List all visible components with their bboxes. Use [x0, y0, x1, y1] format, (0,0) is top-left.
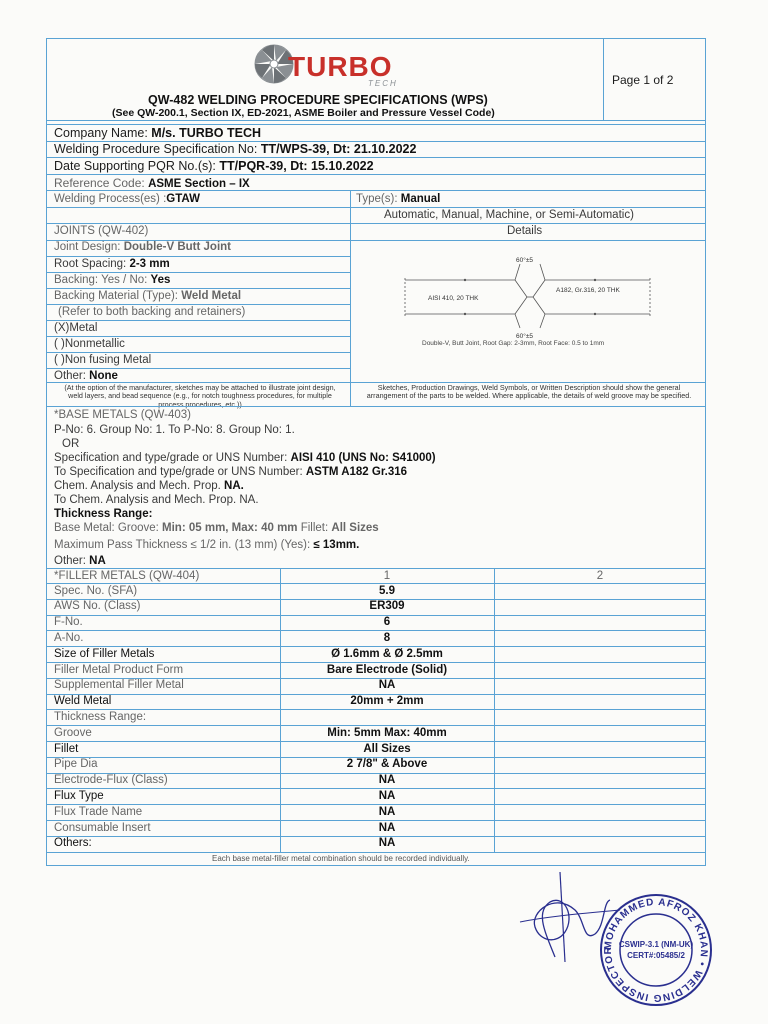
filler-row-value-1: 20mm + 2mm	[350, 695, 424, 708]
filler-row-value-1: NA	[378, 805, 396, 818]
joints-other-label: Other:	[54, 370, 86, 382]
stamp-line1: CSWIP-3.1 (NM-UK)	[618, 940, 694, 949]
pqr-value: TT/PQR-39, Dt: 15.10.2022	[219, 159, 374, 173]
filler-row-label: Groove	[54, 726, 92, 739]
page-number: Page 1 of 2	[612, 73, 674, 87]
root-spacing-label: Root Spacing:	[54, 258, 127, 270]
base-other-label: Other:	[54, 555, 86, 567]
backing-value: Yes	[150, 274, 171, 286]
document-subtitle: (See QW-200.1, Section IX, ED-2021, ASME Boiler and Pressure Vessel Code)	[112, 107, 495, 119]
filler-row-label: Weld Metal	[54, 695, 112, 708]
company-label: Company Name:	[54, 126, 148, 140]
joints-other-row	[54, 371, 118, 383]
type-value: Manual	[400, 193, 441, 205]
sketch-caption: Double-V, Butt Joint, Root Gap: 2-3mm, Root Face: 0.5 to 1mm	[422, 340, 605, 347]
logo-sub-text: TECH	[368, 79, 398, 88]
filler-row-divider	[46, 820, 706, 821]
filler-row-label: Fillet	[54, 742, 79, 755]
right-part-label: A182, Gr.316, 20 THK	[556, 287, 620, 294]
backing-material-row	[54, 291, 241, 303]
reference-label: Reference Code:	[54, 176, 145, 190]
joint-design-label: Joint Design:	[54, 241, 121, 253]
filler-row-value-1: NA	[378, 774, 396, 787]
filler-row-divider	[46, 741, 706, 742]
pno-line: P-No: 6. Group No: 1. To P-No: 8. Group No: 1.	[54, 424, 295, 436]
filler-metals-heading: *FILLER METALS (QW-404)	[54, 570, 200, 582]
pqr-number-row	[54, 160, 374, 173]
refer-note: (Refer to both backing and retainers)	[58, 306, 246, 318]
filler-row-label: Electrode-Flux (Class)	[54, 774, 168, 787]
process-label: Welding Process(es) :	[54, 193, 167, 205]
max-pass-value: ≤ 13mm.	[313, 539, 360, 551]
reference-value: ASME Section – IX	[148, 178, 250, 190]
base-other-value: NA	[89, 555, 106, 567]
nonmetallic-option: ( )Nonmetallic	[54, 338, 125, 350]
base-other-row	[54, 556, 106, 568]
filler-row-label: Spec. No. (SFA)	[54, 584, 138, 597]
chem2-row: To Chem. Analysis and Mech. Prop. NA.	[54, 494, 259, 506]
filler-col2-header: 2	[596, 570, 604, 582]
joints-note-left: (At the option of the manufacturer, sketches may be attached to illustrate joint design, weld layers, and bead sequence (e.g., for notch toughness procedures, for multiple process procedures, etc.))	[64, 383, 336, 409]
filler-col1-header: 1	[383, 570, 391, 582]
filler-row-label: Others:	[54, 837, 92, 850]
filler-row-divider	[46, 836, 706, 837]
filler-row-value-1: NA	[378, 679, 396, 692]
spec1-label: Specification and type/grade or UNS Number:	[54, 452, 288, 464]
type-note: Automatic, Manual, Machine, or Semi-Automatic)	[384, 209, 634, 221]
backing-label: Backing: Yes / No:	[54, 274, 148, 286]
filler-footer-note: Each base metal-filler metal combination should be recorded individually.	[212, 854, 470, 863]
thickness-heading: Thickness Range:	[54, 508, 153, 520]
base-metals-heading: *BASE METALS (QW-403)	[54, 409, 191, 421]
root-spacing-row	[54, 259, 170, 271]
filler-row-label: Flux Trade Name	[54, 805, 143, 818]
inspector-stamp	[596, 890, 716, 1010]
chem1-label: Chem. Analysis and Mech. Prop.	[54, 480, 221, 492]
filler-row-label: Flux Type	[54, 789, 104, 802]
reference-code-row	[54, 177, 250, 191]
document-title: QW-482 WELDING PROCEDURE SPECIFICATIONS (WPS)	[148, 93, 488, 107]
logo-main-text: TURBO	[288, 51, 393, 82]
filler-row-value-1: 2 7/8" & Above	[346, 758, 428, 771]
filler-row-value-1: NA	[378, 789, 396, 802]
spec2-label: To Specification and type/grade or UNS Number:	[54, 466, 303, 478]
base-groove-value: Min: 05 mm, Max: 40 mm	[162, 522, 298, 534]
company-value: M/s. TURBO TECH	[151, 126, 262, 140]
type-row	[356, 194, 440, 206]
spec1-value: AISI 410 (UNS No: S41000)	[290, 452, 436, 464]
filler-row-label: Supplemental Filler Metal	[54, 679, 184, 692]
wps-label: Welding Procedure Specification No:	[54, 142, 258, 156]
filler-row-label: Consumable Insert	[54, 821, 151, 834]
joints-heading: JOINTS (QW-402)	[54, 225, 149, 237]
spec1-row	[54, 453, 436, 465]
filler-row-divider	[46, 788, 706, 789]
filler-row-label: Filler Metal Product Form	[54, 663, 184, 676]
backing-material-value: Weld Metal	[181, 290, 242, 302]
angle-bottom-label: 60°±5	[516, 333, 534, 340]
wps-number-row	[54, 143, 416, 156]
chem1-value: NA.	[224, 480, 244, 492]
joint-sketch	[400, 250, 660, 350]
filler-row-label: Pipe Dia	[54, 758, 98, 771]
company-name-row	[54, 127, 261, 140]
process-value: GTAW	[166, 193, 200, 205]
filler-row-divider	[46, 615, 706, 616]
joints-other-value: None	[89, 370, 118, 382]
filler-row-value-1: 8	[383, 631, 391, 644]
metal-option: (X)Metal	[54, 322, 98, 334]
wps-value: TT/WPS-39, Dt: 21.10.2022	[260, 142, 417, 156]
root-spacing-value: 2-3 mm	[129, 258, 170, 270]
joint-design-value: Double-V Butt Joint	[123, 241, 232, 253]
filler-row-value-1: ER309	[369, 600, 405, 613]
spec2-row	[54, 467, 407, 479]
base-fillet-label: Fillet:	[300, 522, 329, 534]
filler-row-divider	[46, 804, 706, 805]
filler-row-value-1: Min: 5mm Max: 40mm	[327, 726, 447, 739]
filler-row-value-1: 5.9	[379, 584, 395, 597]
angle-top-label: 60°±5	[516, 257, 534, 264]
filler-row-value-1: NA	[378, 821, 396, 834]
backing-row	[54, 275, 170, 287]
filler-row-label: Thickness Range:	[54, 710, 147, 723]
max-pass-row	[54, 540, 359, 552]
spec2-value: ASTM A182 Gr.316	[305, 466, 408, 478]
stamp-ring-text: MOHAMMED AFROZ KHAN • WELDING INSPECTOR	[602, 896, 710, 1004]
joints-note-right: Sketches, Production Drawings, Weld Symbols, or Written Description should show the general arrangement of the parts to be welded. Where applicable, the details of weld groove may be specified.	[366, 383, 692, 401]
filler-row-value-1: 6	[383, 616, 391, 629]
base-groove-label: Base Metal: Groove:	[54, 522, 159, 534]
filler-row-label: Size of Filler Metals	[54, 647, 155, 660]
filler-row-divider	[46, 630, 706, 631]
filler-row-value-1: Bare Electrode (Solid)	[326, 663, 448, 676]
or-label: OR	[62, 438, 80, 450]
backing-material-label: Backing Material (Type):	[54, 290, 178, 302]
svg-text:MOHAMMED AFROZ KHAN • WELDING	[603, 897, 709, 1003]
base-fillet-value: All Sizes	[331, 522, 379, 534]
max-pass-label: Maximum Pass Thickness ≤ 1/2 in. (13 mm) (Yes):	[54, 539, 311, 551]
pqr-label: Date Supporting PQR No.(s):	[54, 159, 216, 173]
details-heading: Details	[507, 225, 543, 237]
chem1-row	[54, 481, 244, 493]
joint-design-row	[54, 242, 231, 254]
filler-row-label: A-No.	[54, 631, 84, 644]
welding-process-row	[54, 194, 200, 206]
left-part-label: AISI 410, 20 THK	[428, 295, 479, 302]
filler-row-label: F-No.	[54, 616, 83, 629]
nonfusing-option: ( )Non fusing Metal	[54, 354, 152, 366]
filler-row-label: AWS No. (Class)	[54, 600, 141, 613]
type-label: Type(s):	[356, 193, 398, 205]
base-metal-groove-row	[54, 523, 379, 535]
filler-row-value-1: NA	[378, 837, 396, 850]
filler-row-value-1: Ø 1.6mm & Ø 2.5mm	[331, 647, 443, 660]
stamp-line2: CERT#:05485/2	[627, 951, 685, 960]
filler-row-divider	[46, 662, 706, 663]
filler-row-value-1: All Sizes	[363, 742, 411, 755]
